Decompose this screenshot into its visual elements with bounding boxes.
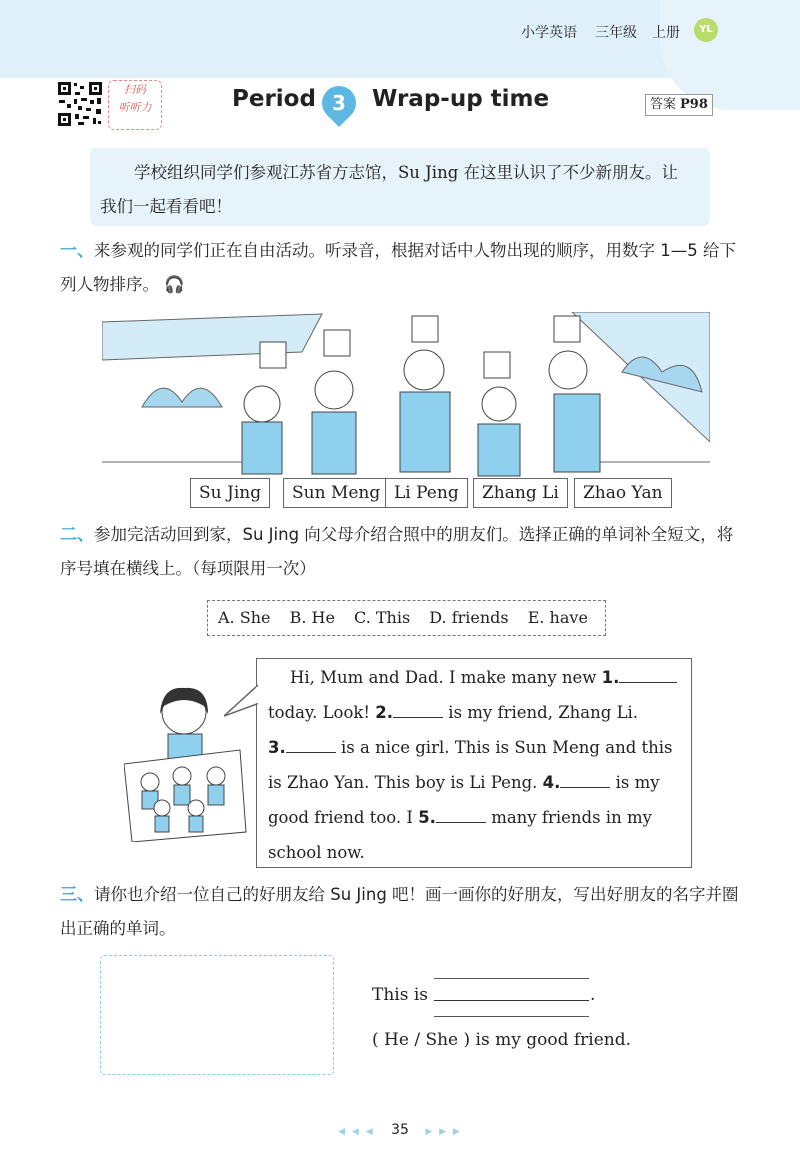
option-c: C. This: [354, 608, 411, 627]
name-line-3[interactable]: [434, 1016, 589, 1017]
blank-4[interactable]: [560, 767, 610, 788]
answer-label: 答案: [650, 97, 677, 112]
option-d: D. friends: [429, 608, 509, 627]
option-b: B. He: [289, 608, 335, 627]
speech-bubble-tail: [224, 684, 260, 724]
section-3-instruction: [60, 878, 740, 946]
passage-line-1: Hi, Mum and Dad. I make many new: [290, 668, 597, 687]
section-3-number: 三、: [60, 885, 94, 905]
blank-3-number: 3.: [268, 738, 286, 757]
drawing-area[interactable]: [100, 955, 334, 1075]
name-tag-zhao-yan: Zhao Yan: [574, 478, 672, 508]
name-line-2[interactable]: [434, 1000, 589, 1001]
period-number-badge: [315, 79, 363, 127]
period-number: 3: [332, 91, 346, 115]
lesson-title: Wrap-up time: [372, 86, 550, 112]
blank-5[interactable]: [436, 802, 486, 823]
headphone-icon[interactable]: 🎧: [164, 275, 185, 294]
passage-line-5b: many friends in my: [491, 808, 652, 827]
subject-label: 小学英语: [521, 25, 577, 41]
scan-line-1: 扫码: [124, 83, 146, 96]
yl-badge: YL: [694, 18, 718, 42]
page-footer: [0, 1122, 800, 1138]
blank-3[interactable]: [286, 732, 336, 753]
passage-text: [268, 660, 684, 870]
section-1-text: 来参观的同学们正在自由活动。听录音，根据对话中人物出现的顺序，用数字 1—5 给下列人物排序。: [60, 241, 736, 294]
section-2-instruction: [60, 518, 740, 586]
grade-label: 三年级: [595, 25, 637, 41]
blank-4-number: 4.: [542, 773, 561, 792]
option-e: E. have: [527, 608, 588, 627]
museum-scene-illustration: [102, 312, 710, 502]
this-is-label: This is: [372, 985, 429, 1005]
blank-5-number: 5.: [418, 808, 436, 827]
name-tag-li-peng: Li Peng: [385, 478, 468, 508]
period-word: Period: [232, 86, 316, 112]
passage-line-2b: is my friend, Zhang Li.: [448, 703, 639, 722]
scan-to-listen-label: [108, 80, 162, 130]
word-options-box: [207, 600, 606, 636]
passage-line-5a: good friend too. I: [268, 808, 413, 827]
left-arrows-icon: ◀ ◀ ◀: [338, 1127, 375, 1137]
period-mark: .: [590, 985, 596, 1005]
passage-line-3: is a nice girl. This is Sun Meng and this: [341, 738, 673, 757]
he-she-choice-sentence[interactable]: ( He / She ) is my good friend.: [372, 1030, 632, 1050]
option-a: A. She: [218, 608, 271, 627]
passage-line-4a: is Zhao Yan. This boy is Li Peng.: [268, 773, 538, 792]
section-2-text: 参加完活动回到家，Su Jing 向父母介绍合照中的朋友们。选择正确的单词补全短文，将序号填在横线上。（每项限用一次）: [60, 525, 734, 578]
intro-text: 学校组织同学们参观江苏省方志馆，Su Jing 在这里认识了不少新朋友。让我们一起看看吧！: [100, 163, 679, 216]
qr-code-icon[interactable]: [56, 80, 104, 128]
passage-line-4b: is my: [615, 773, 660, 792]
name-tag-zhang-li: Zhang Li: [473, 478, 568, 508]
answer-page: P98: [680, 97, 708, 112]
name-tag-sun-meng: Sun Meng: [283, 478, 389, 508]
scan-line-2: 听听力: [118, 101, 152, 114]
volume-label: 上册: [652, 25, 680, 41]
blank-1-number: 1.: [601, 668, 620, 687]
passage-line-6: school now.: [268, 843, 365, 862]
blank-2[interactable]: [393, 697, 443, 718]
passage-line-2a: today. Look!: [268, 703, 371, 722]
blank-2-number: 2.: [375, 703, 394, 722]
answer-reference: [645, 94, 713, 116]
name-tag-su-jing: Su Jing: [190, 478, 270, 508]
name-line-1[interactable]: [434, 978, 589, 979]
section-3-text: 请你也介绍一位自己的好朋友给 Su Jing 吧！画一画你的好朋友，写出好朋友的名字并圈出正确的单词。: [60, 885, 739, 938]
section-2-number: 二、: [60, 525, 94, 545]
section-1-instruction: [60, 234, 740, 302]
section-1-number: 一、: [60, 241, 94, 261]
page-number: 35: [391, 1122, 409, 1138]
right-arrows-icon: ▶ ▶ ▶: [425, 1127, 462, 1137]
blank-1[interactable]: [619, 662, 677, 683]
